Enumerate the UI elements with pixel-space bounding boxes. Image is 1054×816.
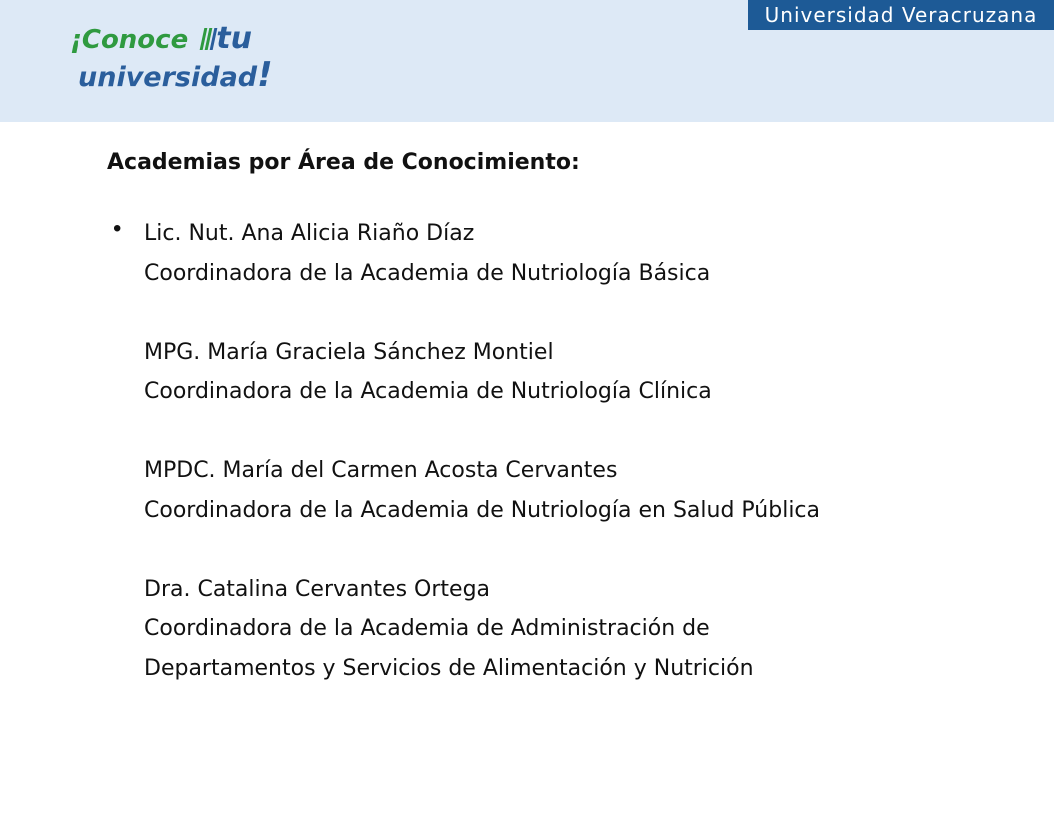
list-item — [144, 570, 1024, 689]
logo-stripes-icon — [202, 28, 214, 50]
conoce-tu-universidad-logo — [70, 21, 280, 98]
university-name: Universidad Veracruzana — [764, 3, 1038, 27]
coordinator-role-continued: Departamentos y Servicios de Alimentación y Nutrición — [144, 655, 754, 681]
coordinator-role: Coordinadora de la Academia de Nutriología Básica — [144, 260, 711, 286]
logo-exclamation: ! — [257, 55, 273, 95]
academias-list — [144, 214, 1024, 688]
coordinator-role: Coordinadora de la Academia de Nutriología Clínica — [144, 379, 712, 404]
logo-universidad-text: universidad — [78, 62, 258, 93]
coordinator-name: MPDC. María del Carmen Acosta Cervantes — [144, 458, 618, 483]
bullet-icon: • — [113, 215, 122, 242]
coordinator-name: Dra. Catalina Cervantes Ortega — [144, 576, 491, 602]
university-banner — [748, 0, 1054, 30]
logo-line-2 — [78, 55, 273, 95]
list-item — [144, 451, 1024, 530]
page-title: Academias por Área de Conocimiento: — [107, 150, 580, 175]
logo-line-1 — [70, 21, 252, 56]
logo-tu-text: tu — [216, 21, 252, 56]
list-item — [144, 214, 1024, 293]
coordinator-name: Lic. Nut. Ana Alicia Riaño Díaz — [144, 221, 475, 246]
logo-conoce-text: ¡Conoce — [70, 25, 198, 55]
coordinator-role: Coordinadora de la Academia de Nutriología en Salud Pública — [144, 497, 821, 523]
coordinator-role: Coordinadora de la Academia de Administración de — [144, 616, 710, 641]
coordinator-name: MPG. María Graciela Sánchez Montiel — [144, 339, 554, 365]
list-item — [144, 333, 1024, 412]
